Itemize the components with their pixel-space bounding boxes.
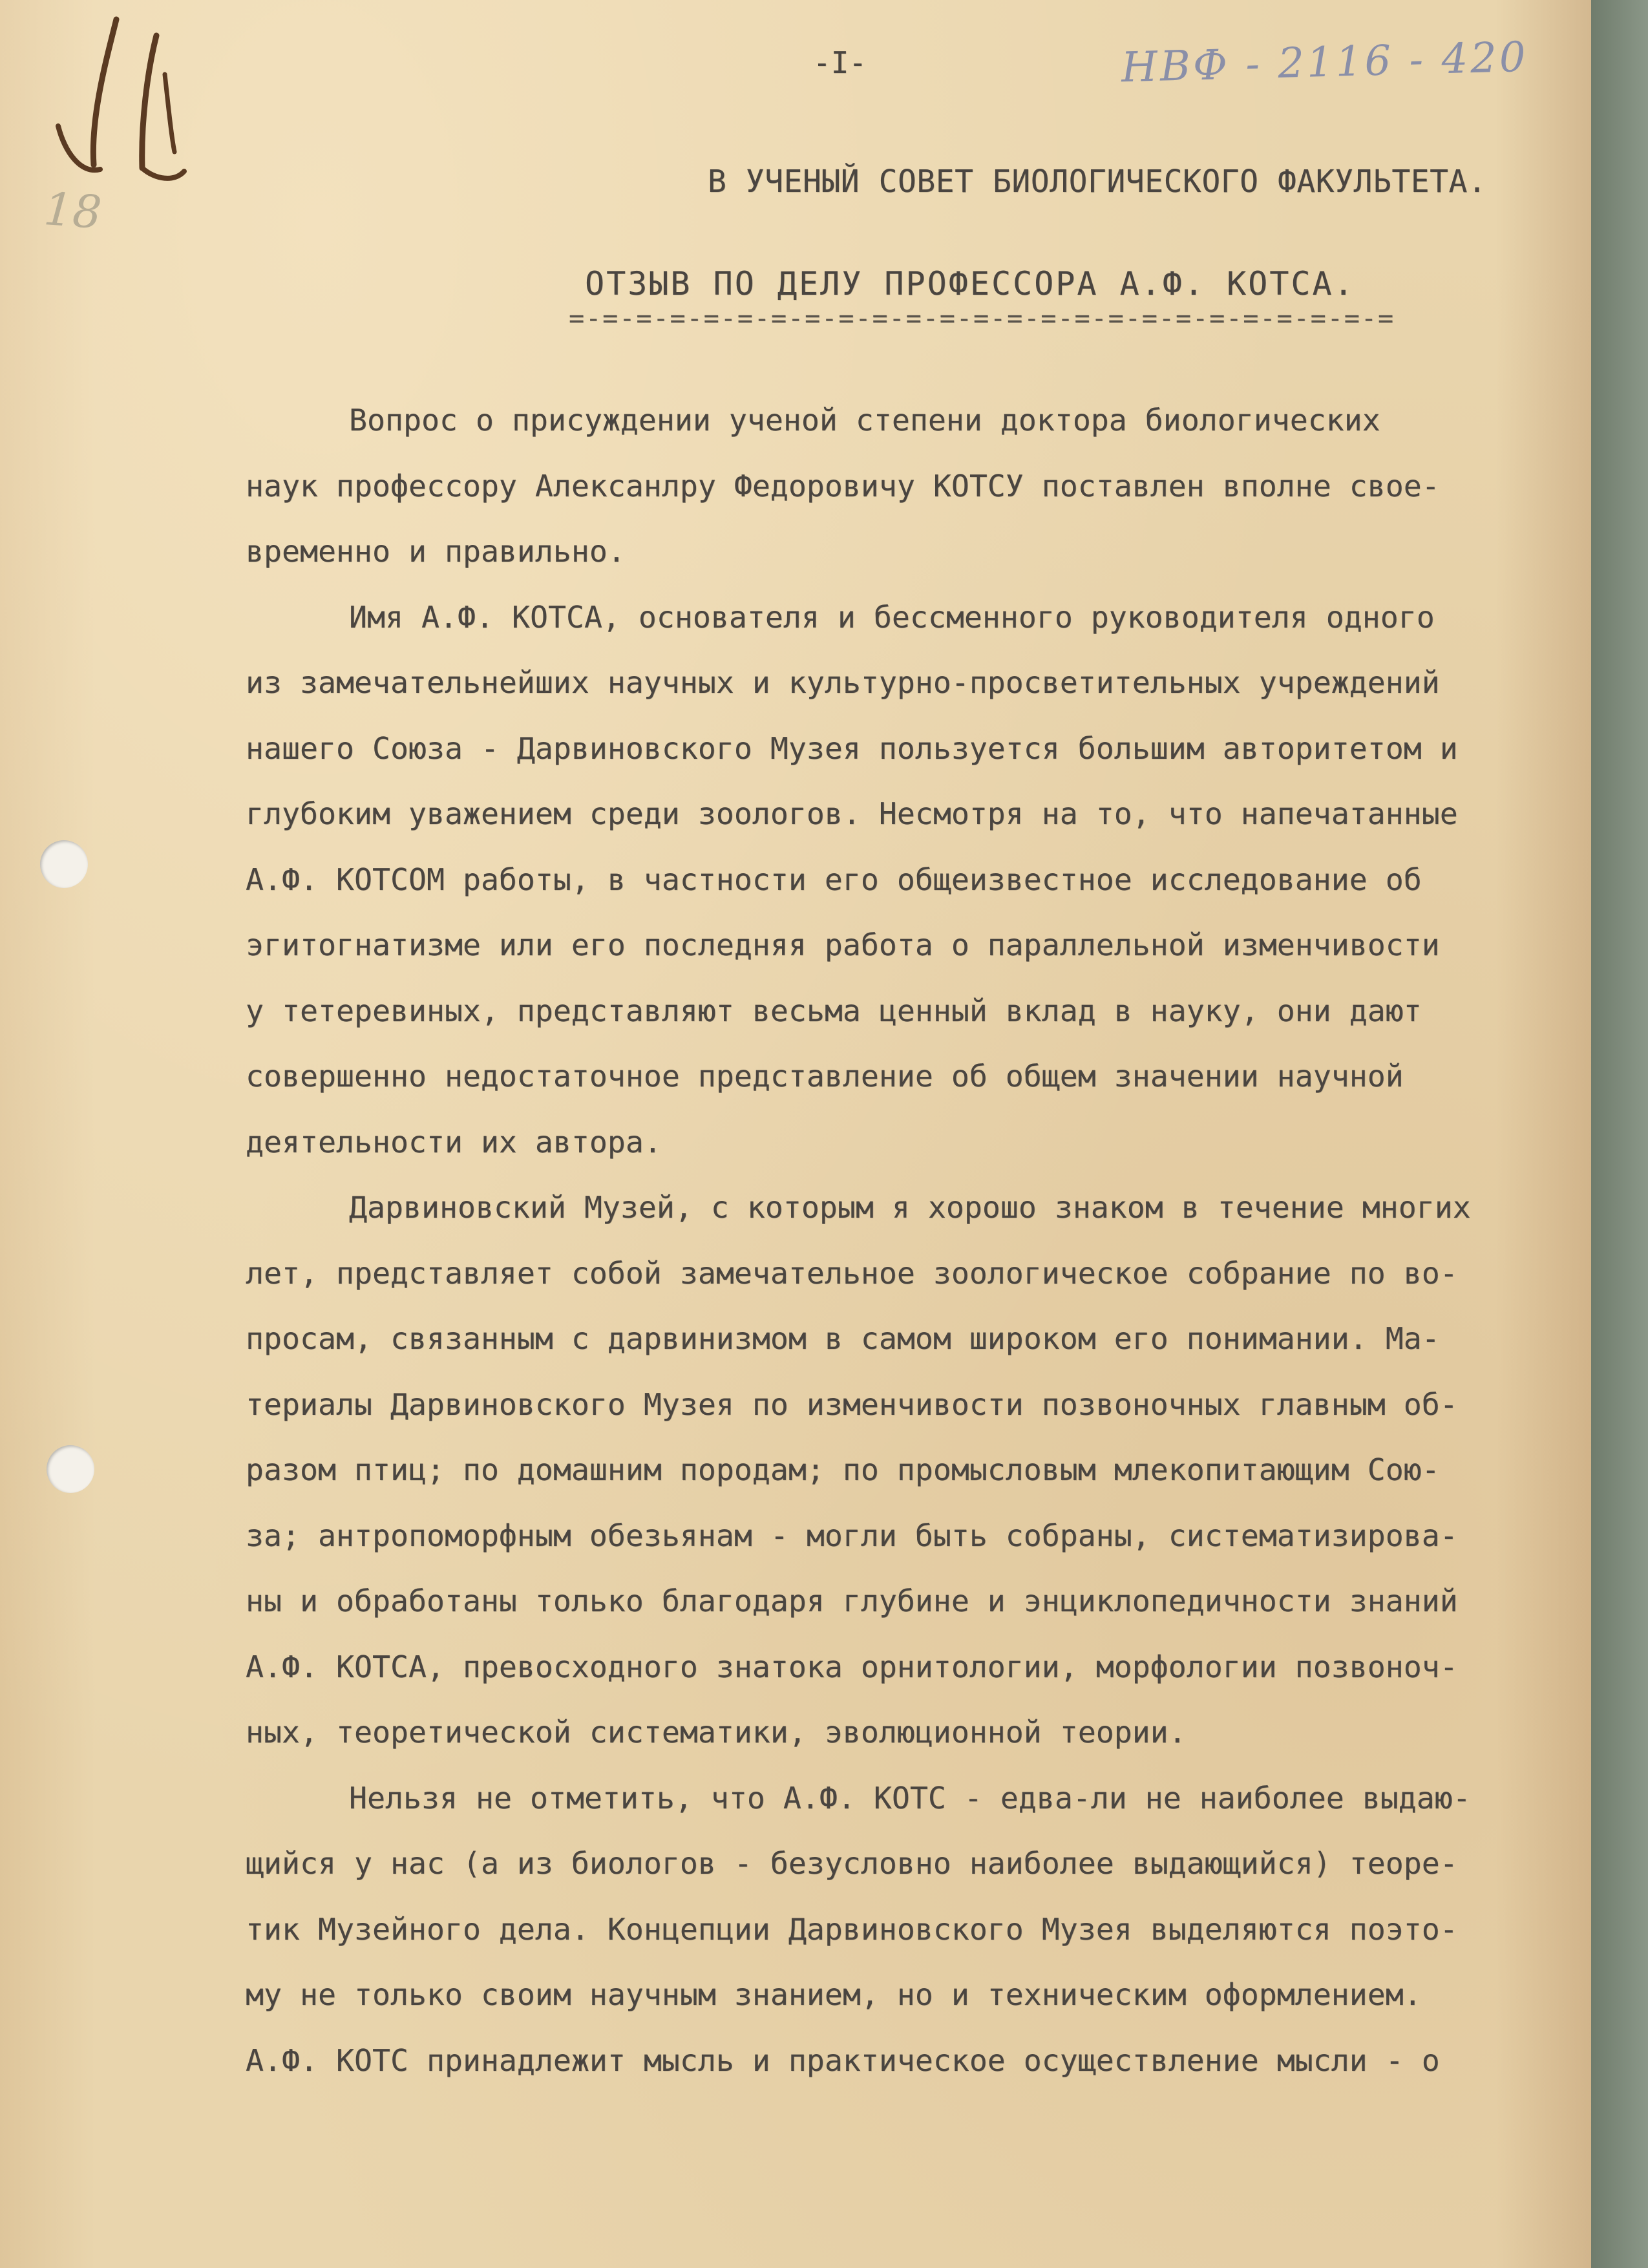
body-line: Имя А.Ф. КОТСА, основателя и бессменного руководителя одного xyxy=(349,599,1435,635)
body-line: А.Ф. КОТСА, превосходного знатока орнитологии, морфологии позвоноч- xyxy=(246,1649,1458,1684)
body-line: нашего Союза - Дарвиновского Музея пользуется большим авторитетом и xyxy=(246,730,1458,766)
page-number: -I- xyxy=(813,45,867,80)
body-line: совершенно недостаточное представление об общем значении научной xyxy=(246,1059,1404,1094)
punch-hole-bottom xyxy=(47,1445,94,1493)
body-line: разом птиц; по домашним породам; по промысловым млекопитающим Сою- xyxy=(246,1452,1440,1487)
body-line: териалы Дарвиновского Музея по изменчивости позвоночных главным об- xyxy=(246,1386,1458,1422)
body-line: А.Ф. КОТС принадлежит мысль и практическое осуществление мысли - о xyxy=(246,2042,1440,2078)
addressee-heading: В УЧЕНЫЙ СОВЕТ БИОЛОГИЧЕСКОГО ФАКУЛЬТЕТА. xyxy=(708,164,1487,200)
background-surface xyxy=(1591,0,1648,2268)
punch-hole-top xyxy=(40,840,88,888)
body-line: Дарвиновский Музей, с которым я хорошо знаком в течение многих xyxy=(349,1190,1471,1225)
ink-scribble-mark xyxy=(45,13,194,187)
body-line: Нельзя не отметить, что А.Ф. КОТС - едва-ли не наиболее выдаю- xyxy=(349,1780,1471,1816)
body-line: эгитогнатизме или его последняя работа о параллельной изменчивости xyxy=(246,927,1440,962)
body-line: лет, представляет собой замечательное зоологическое собрание по во- xyxy=(246,1255,1458,1291)
body-line: ны и обработаны только благодаря глубине и энциклопедичности знаний xyxy=(246,1584,1458,1618)
body-line: просам, связанным с дарвинизмом в самом широком его понимании. Ма- xyxy=(246,1321,1440,1356)
title-underline: =-=-=-=-=-=-=-=-=-=-=-=-=-=-=-=-=-=-=-=-=-=-=-=-= xyxy=(569,304,1395,334)
body-line: из замечательнейших научных и культурно-просветительных учреждений xyxy=(246,665,1440,700)
body-line: глубоким уважением среди зоологов. Несмотря на то, что напечатанные xyxy=(246,796,1458,831)
pencil-page-mark: 18 xyxy=(42,182,103,240)
body-line: му не только своим научным знанием, но и техническим оформлением. xyxy=(246,1977,1422,2012)
body-line: щийся у нас (а из биологов - безусловно наиболее выдающийся) теоре- xyxy=(246,1846,1458,1881)
body-line: временно и правильно. xyxy=(246,534,626,569)
body-line: за; антропоморфным обезьянам - могли быть собраны, систематизирова- xyxy=(246,1518,1458,1553)
archive-code: НВФ - 2116 - 420 xyxy=(1121,33,1529,92)
letter-body xyxy=(246,388,1590,2093)
body-line: у тетеревиных, представляют весьма ценный вклад в науку, они дают xyxy=(246,993,1422,1028)
body-line: А.Ф. КОТСОМ работы, в частности его общеизвестное исследование об xyxy=(246,862,1422,897)
body-line: тик Музейного дела. Концепции Дарвиновского Музея выделяются поэто- xyxy=(246,1911,1458,1947)
document-title: ОТЗЫВ ПО ДЕЛУ ПРОФЕССОРА А.Ф. КОТСА. xyxy=(585,265,1355,302)
body-line: наук профессору Алексанлру Федоровичу КОТСУ поставлен вполне свое- xyxy=(246,468,1440,503)
body-line: деятельности их автора. xyxy=(246,1124,662,1160)
body-line: Вопрос о присуждении ученой степени доктора биологических xyxy=(349,403,1380,438)
body-line: ных, теоретической систематики, эволюционной теории. xyxy=(246,1715,1187,1750)
